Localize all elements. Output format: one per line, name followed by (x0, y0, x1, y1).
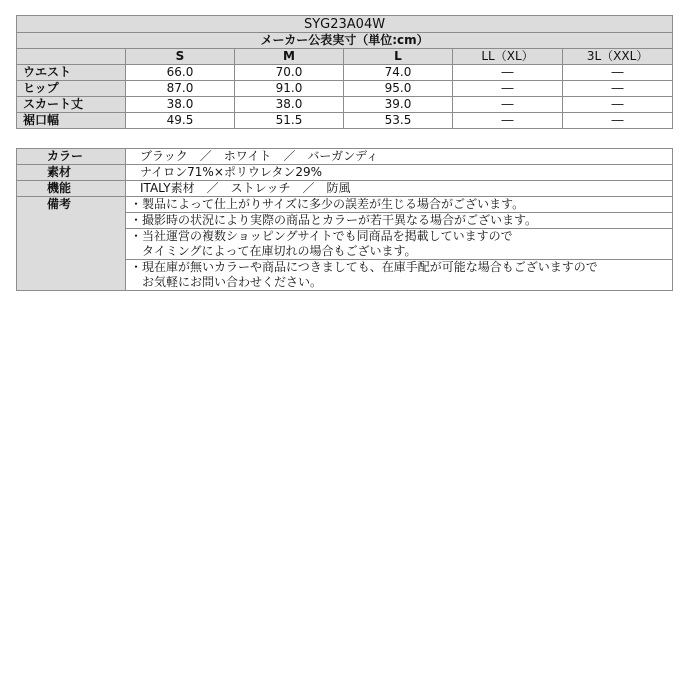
row-label-skirt-length: スカート丈 (17, 97, 126, 113)
measurement-row-waist (17, 65, 673, 81)
cell-waist-l: 74.0 (344, 65, 453, 81)
cell-hem-width-s: 49.5 (126, 113, 235, 129)
cell-hip-s: 87.0 (126, 81, 235, 97)
cell-waist-m: 70.0 (235, 65, 344, 81)
cell-skirt-length-3l: ― (563, 97, 673, 113)
spec-label-function: 機能 (17, 181, 126, 197)
spec-row-material (17, 165, 673, 181)
row-label-hip: ヒップ (17, 81, 126, 97)
note-line: ・当社運営の複数ショッピングサイトでも同商品を掲載していますので (130, 229, 513, 243)
size-header-row (17, 49, 673, 65)
cell-skirt-length-ll: ― (453, 97, 563, 113)
note-item (126, 229, 673, 260)
cell-hip-m: 91.0 (235, 81, 344, 97)
size-header-3l: 3L（XXL） (563, 49, 673, 65)
size-header-ll: LL（XL） (453, 49, 563, 65)
cell-skirt-length-m: 38.0 (235, 97, 344, 113)
cell-waist-s: 66.0 (126, 65, 235, 81)
spec-value-function: ITALY素材 ／ ストレッチ ／ 防風 (126, 181, 673, 197)
note-line: ・製品によって仕上がりサイズに多少の誤差が生じる場合がございます。 (130, 197, 525, 211)
note-item (126, 213, 673, 229)
corner-cell (17, 49, 126, 65)
note-item (126, 260, 673, 291)
measurement-row-hip (17, 81, 673, 97)
spec-table (16, 148, 673, 291)
size-header-m: M (235, 49, 344, 65)
cell-hem-width-m: 51.5 (235, 113, 344, 129)
note-line: ・撮影時の状況により実際の商品とカラーが若干異なる場合がございます。 (130, 213, 538, 227)
size-header-s: S (126, 49, 235, 65)
cell-waist-3l: ― (563, 65, 673, 81)
spec-label-material: 素材 (17, 165, 126, 181)
measurement-subtitle: メーカー公表実寸（単位:cm） (17, 33, 673, 49)
size-header-l: L (344, 49, 453, 65)
note-line: お気軽にお問い合わせください。 (130, 275, 323, 289)
row-label-waist: ウエスト (17, 65, 126, 81)
cell-skirt-length-s: 38.0 (126, 97, 235, 113)
cell-hem-width-l: 53.5 (344, 113, 453, 129)
spec-value-material: ナイロン71%×ポリウレタン29% (126, 165, 673, 181)
product-code: SYG23A04W (17, 16, 673, 33)
cell-waist-ll: ― (453, 65, 563, 81)
measurement-row-hem-width (17, 113, 673, 129)
size-table-title-row (17, 16, 673, 33)
spec-label-notes: 備考 (17, 197, 126, 291)
spec-row-function (17, 181, 673, 197)
spec-value-color: ブラック ／ ホワイト ／ バーガンディ (126, 149, 673, 165)
note-line: ・現在庫が無いカラーや商品につきましても、在庫手配が可能な場合もございますので (130, 260, 598, 274)
row-label-hem-width: 裾口幅 (17, 113, 126, 129)
cell-hip-l: 95.0 (344, 81, 453, 97)
spec-row-color (17, 149, 673, 165)
spec-label-color: カラー (17, 149, 126, 165)
cell-hem-width-3l: ― (563, 113, 673, 129)
cell-hip-ll: ― (453, 81, 563, 97)
note-item (126, 197, 673, 213)
note-line: タイミングによって在庫切れの場合もございます。 (130, 244, 417, 258)
size-table (16, 15, 673, 129)
cell-hip-3l: ― (563, 81, 673, 97)
spec-row-note-1 (17, 197, 673, 213)
cell-skirt-length-l: 39.0 (344, 97, 453, 113)
cell-hem-width-ll: ― (453, 113, 563, 129)
size-table-subtitle-row (17, 33, 673, 49)
measurement-row-skirt-length (17, 97, 673, 113)
